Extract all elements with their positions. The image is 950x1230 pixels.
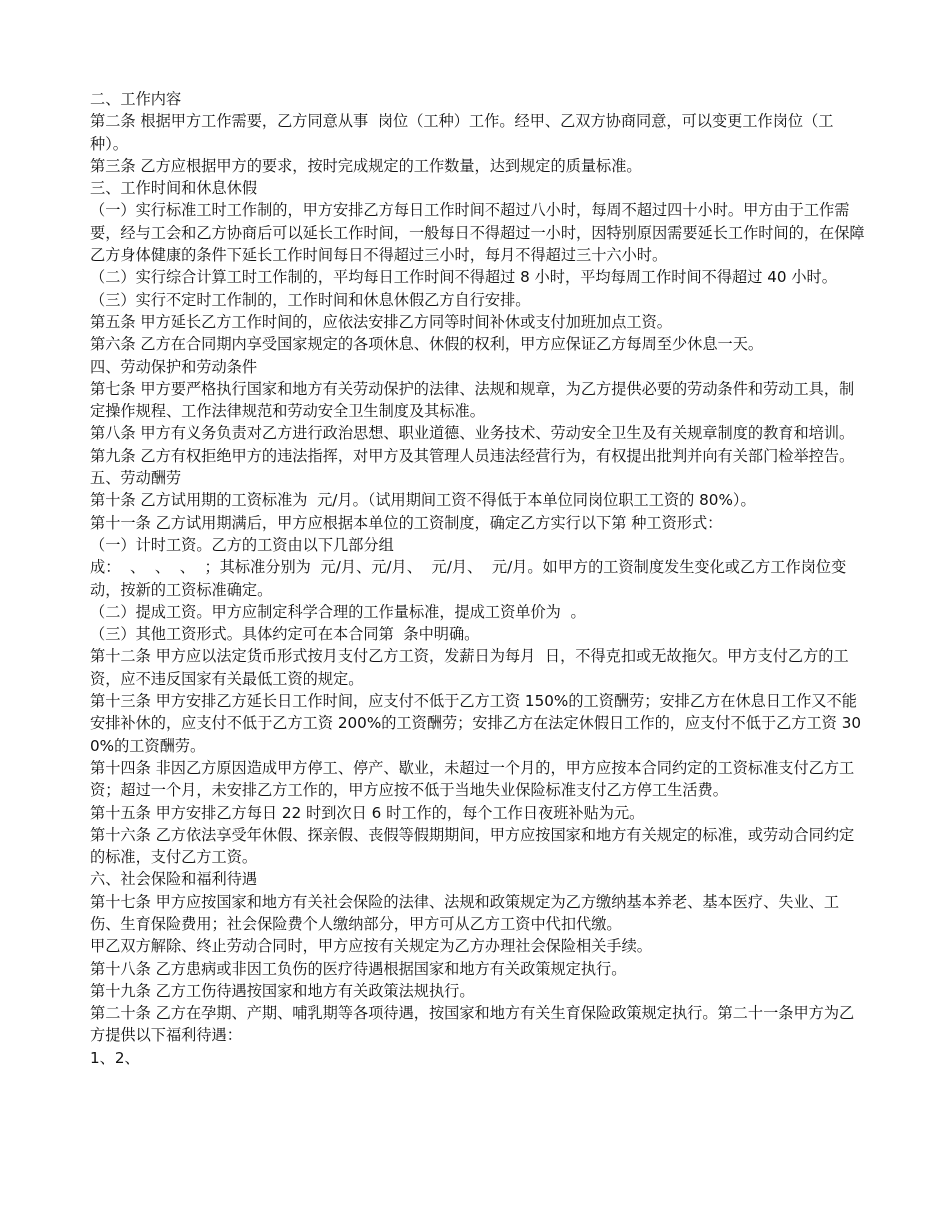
- clause-other-wage: （三）其他工资形式。具体约定可在本合同第 条中明确。: [90, 625, 480, 644]
- article-17: 第十七条 甲方应按国家和地方有关社会保险的法律、法规和政策规定为乙方缴纳基本养老、基本医疗、失业、工伤、生育保险费用；社会保险费个人缴纳部分，甲方可从乙方工资中代扣代缴。: [90, 892, 840, 933]
- article-9: 第九条 乙方有权拒绝甲方的违法指挥，对甲方及其管理人员违法经营行为，有权提出批判并向有关部门检举控告。: [90, 446, 855, 465]
- article-11: 第十一条 乙方试用期满后，甲方应根据本单位的工资制度，确定乙方实行以下第 种工资形式：: [90, 513, 723, 532]
- article-16: 第十六条 乙方依法享受年休假、探亲假、丧假等假期期间，甲方应按国家和地方有关规定的标准，或劳动合同约定的标准，支付乙方工资。: [90, 825, 855, 867]
- article-17-continued: 甲乙双方解除、终止劳动合同时，甲方应按有关规定为乙方办理社会保险相关手续。: [90, 937, 652, 956]
- article-2: 第二条 根据甲方工作需要，乙方同意从事 岗位（工种）工作。经甲、乙双方协商同意，可以变更工作岗位（工种）。: [90, 112, 834, 153]
- benefits-list: 1、2、: [90, 1048, 140, 1067]
- article-12: 第十二条 甲方应以法定货币形式按月支付乙方工资，发薪日为每月 日，不得克扣或无故拖欠。甲方支付乙方的工资，应不违反国家有关最低工资的规定。: [90, 647, 849, 688]
- section-heading-remuneration: 五、劳动酬劳: [90, 469, 182, 488]
- article-13: 第十三条 甲方安排乙方延长日工作时间，应支付不低于乙方工资 150%的工资酬劳；安排乙方在休息日工作又不能安排补休的，应支付不低于乙方工资 200%的工资酬劳；安排乙方在法定休假日工作的，应支付不低于乙方工资 300%的工资酬劳。: [90, 692, 862, 755]
- document-body: [90, 88, 866, 1069]
- clause-standard-hours: （一）实行标准工时工作制的，甲方安排乙方每日工作时间不超过八小时，每周不超过四十小时。甲方由于工作需要，经与工会和乙方协商后可以延长工作时间，一般每日不得超过一小时，因特别原因需要延长工作时间的，在保障乙方身体健康的条件下延长工作时间每日不得超过三小时，每月不得超过三十六小时。: [90, 201, 865, 265]
- section-heading-social-insurance: 六、社会保险和福利待遇: [90, 870, 258, 889]
- clause-commission-wage: （二）提成工资。甲方应制定科学合理的工作量标准，提成工资单价为 。: [90, 602, 586, 621]
- article-14: 第十四条 非因乙方原因造成甲方停工、停产、歇业，未超过一个月的，甲方应按本合同约定的工资标准支付乙方工资；超过一个月，未安排乙方工作的，甲方应按不低于当地失业保险标准支付乙方停工生活费。: [90, 758, 855, 800]
- article-6: 第六条 乙方在合同期内享受国家规定的各项休息、休假的权利，甲方应保证乙方每周至少休息一天。: [90, 335, 764, 354]
- article-8: 第八条 甲方有义务负责对乙方进行政治思想、职业道德、业务技术、劳动安全卫生及有关规章制度的教育和培训。: [90, 424, 855, 443]
- article-15: 第十五条 甲方安排乙方每日 22 时到次日 6 时工作的，每个工作日夜班补贴为元。: [90, 803, 645, 822]
- article-10: 第十条 乙方试用期的工资标准为 元/月。（试用期间工资不得低于本单位同岗位职工工资的 80%）。: [90, 491, 756, 510]
- clause-time-wage: （一）计时工资。乙方的工资由以下几部分组: [90, 535, 394, 554]
- article-20: 第二十条 乙方在孕期、产期、哺乳期等各项待遇，按国家和地方有关生育保险政策规定执行。第二十一条甲方为乙方提供以下福利待遇：: [90, 1004, 855, 1045]
- article-5: 第五条 甲方延长乙方工作时间的，应依法安排乙方同等时间补休或支付加班加点工资。: [90, 312, 672, 331]
- article-19: 第十九条 乙方工伤待遇按国家和地方有关政策法规执行。: [90, 981, 475, 1000]
- clause-flexible-hours: （三）实行不定时工作制的，工作时间和休息休假乙方自行安排。: [90, 290, 531, 309]
- clause-comprehensive-hours: （二）实行综合计算工时工作制的，平均每日工作时间不得超过 8 小时，平均每周工作时间不得超过 40 小时。: [90, 268, 837, 287]
- section-heading-work-content: 二、工作内容: [90, 90, 182, 108]
- section-heading-work-hours: 三、工作时间和休息休假: [90, 179, 258, 198]
- article-3: 第三条 乙方应根据甲方的要求，按时完成规定的工作数量，达到规定的质量标准。: [90, 156, 642, 175]
- section-heading-labor-protection: 四、劳动保护和劳动条件: [90, 357, 258, 376]
- clause-time-wage-components: 成： 、 、 、 ；其标准分别为 元/月、元/月、 元/月、 元/月。如甲方的工资制度发生变化或乙方工作岗位变动，按新的工资标准确定。: [90, 558, 847, 599]
- article-18: 第十八条 乙方患病或非因工负伤的医疗待遇根据国家和地方有关政策规定执行。: [90, 959, 627, 978]
- article-7: 第七条 甲方要严格执行国家和地方有关劳动保护的法律、法规和规章，为乙方提供必要的劳动条件和劳动工具，制定操作规程、工作法律规范和劳动安全卫生制度及其标准。: [90, 379, 855, 421]
